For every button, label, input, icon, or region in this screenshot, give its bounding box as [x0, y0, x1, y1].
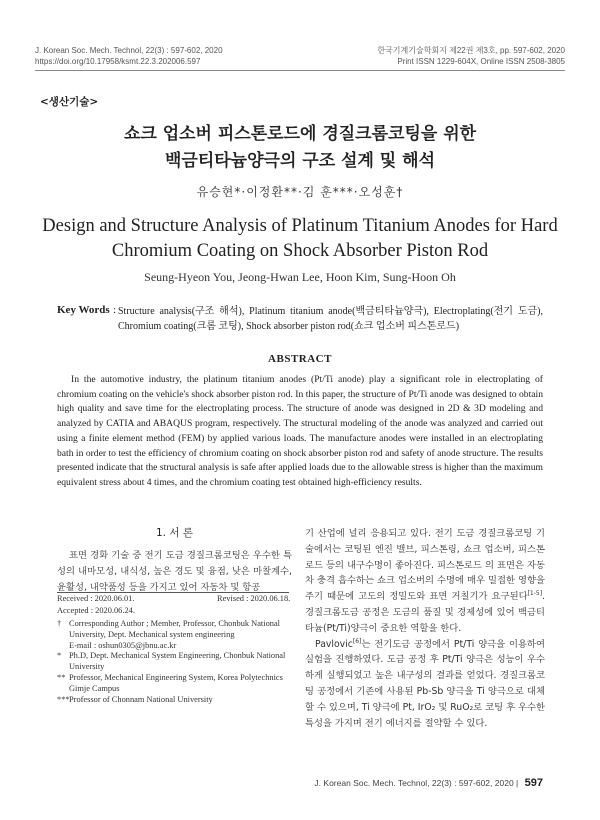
keywords-label: Key Words	[57, 304, 110, 316]
received-date-line	[57, 594, 292, 605]
footnote-item	[57, 695, 292, 706]
abstract-heading: ABSTRACT	[268, 353, 332, 365]
page-footer	[314, 777, 543, 789]
keywords-list: Structure analysis(구조 해석), Platinum titanium anode(백금티타늄양극), Electroplating(전기 도금), Chromium coating(크롬 코팅), Shock absorber piston rod(쇼크 업소버 피스톤로드)	[118, 306, 543, 332]
english-title-line-1: Design and Structure Analysis of Platinum Titanium Anodes for Hard	[42, 216, 558, 236]
running-header-right	[377, 45, 565, 67]
footnote-mark: ***	[57, 694, 70, 704]
section-category: <생산기술>	[40, 96, 99, 108]
korean-authors: 유승현*·이정환**·김 훈***·오성훈†	[196, 185, 404, 199]
footnote-text: Professor of Chonnam National University	[69, 694, 213, 704]
footer-citation: J. Korean Soc. Mech. Technol, 22(3) : 597-602, 2020	[314, 778, 514, 788]
footnote-item	[57, 651, 292, 673]
footer-separator: |	[516, 778, 519, 788]
citation-ref[interactable]: [6]	[352, 637, 362, 645]
running-header-left	[35, 45, 223, 67]
paragraph-text: . 경질크롬도금 공정은 도금의 품질 및 경제성에 있어 백금티타늄(Pt/Ti)양극이 중요한 역할을 한다.	[305, 591, 545, 634]
paragraph-text: Pavlovic	[315, 638, 353, 650]
body-paragraph	[305, 526, 545, 637]
footnote-mark: †	[57, 619, 62, 628]
journal-citation-korean: 한국기계기술학회지 제22권 제3호, pp. 597-602, 2020	[377, 46, 565, 55]
page-number: 597	[524, 777, 543, 789]
paragraph-text: 기 산업에 널리 응용되고 있다. 전기 도금 경질크롬코팅 기술에서는 코팅된 엔진 밸브, 피스톤링, 쇼크 업소버, 피스톤로드 등의 내구수명이 좋아진다. 피스톤로드 의 표면은 자동차 충격 흡수하는 쇼크 업소버의 수명에 매우 밀접한 영향을 주기 때문에 고도의 정밀도와 표면 거칠기가 요구된다	[305, 528, 545, 603]
footnote-text: Ph.D, Dept. Mechanical System Engineering, Chonbuk National University	[69, 651, 286, 672]
body-right-column	[305, 526, 545, 731]
header-divider	[35, 70, 565, 71]
paragraph-text: 는 전기도금 공정에서 Pt/Ti 양극을 이용하여 실험을 진행하였다. 도금 공정 후 Pt/Ti 양극은 성능이 우수하게 실행되었고 높은 내구성의 결과를 얻었다. 경질크롬코팅 공정에서 기존에 사용된 Pb-Sb 양극을 Ti 양극으로 대체할 수 있으며, Ti 양극에 Pt, IrO₂ 및 RuO₂로 코팅 후 우수한 특성을 가지며 전기 에너지를 절약할 수 있다.	[305, 638, 545, 729]
section-introduction-heading: 1. 서 론	[156, 527, 193, 539]
english-authors: Seung-Hyeon You, Jeong-Hwan Lee, Hoon Kim, Sung-Hoon Oh	[144, 270, 456, 284]
abstract-body: In the automotive industry, the platinum titanium anodes (Pt/Ti anode) play a significant role in electroplating of chromium coating on the vehicle's shock absorber piston rod. In this paper, the structure of Pt/Ti anode was designed to obtain high quality and save time for the electroplating process. The structure of anode was designed in 2D & 3D modeling and analyzed by CATIA and ABAQUS program, respectively. The structural modeling of the anode was analyzed and carried out using a finite element method (FEM) by applied various loads. The manufacture anodes were installed in an electroplating bath in order to test the efficiency of chromium coating on shock absorber piston rod and safety of anode structure. The results presented indicate that the structural analysis is safe after applied loads due to the allowable stress is higher than the maximum equivalent stress about 4 times, and the chromium coating test obtained high-efficiency results.	[57, 374, 543, 488]
english-title-line-2: Chromium Coating on Shock Absorber Piston Rod	[111, 241, 489, 261]
issn-info: Print ISSN 1229-604X, Online ISSN 2508-3805	[397, 57, 565, 66]
footnote-item	[57, 619, 292, 651]
accepted-date: Accepted : 2020.06.24.	[57, 606, 135, 615]
body-paragraph	[305, 637, 545, 732]
korean-title-line-2: 백금티타늄양극의 구조 설계 및 해석	[164, 151, 435, 171]
korean-title-line-1: 쇼크 업소버 피스톤로드에 경질크롬코팅을 위한	[123, 124, 477, 144]
corresponding-email[interactable]: E-mail : oshun0305@jbnu.ac.kr	[69, 640, 177, 650]
footnote-mark: *	[57, 651, 62, 661]
footnote-text: Corresponding Author ; Member, Professor, Chonbuk National University, Dept. Mechanical system engineering	[69, 619, 281, 639]
footnote-divider	[57, 592, 289, 593]
footnote-text: Professor, Mechanical Engineering System, Korea Polytechnics Gimje Campus	[69, 672, 283, 693]
body-left-column: 표면 경화 기술 중 전기 도금 경질크롬코팅은 우수한 특성의 내마모성, 내식성, 높은 경도 및 융점, 낮은 마찰계수, 윤활성, 내약품성 등을 가지고 있어 자동차 및 항공	[57, 550, 292, 593]
keywords-colon: :	[113, 304, 117, 316]
author-affiliations	[57, 619, 292, 705]
citation-ref[interactable]: [1-5]	[527, 590, 543, 598]
journal-citation: J. Korean Soc. Mech. Technol, 22(3) : 597-602, 2020	[35, 46, 223, 55]
footnote-mark: **	[57, 672, 66, 682]
footnote-item	[57, 673, 292, 695]
doi-link[interactable]: https://doi.org/10.17958/ksmt.22.3.202006.597	[35, 57, 201, 66]
revised-date: Revised : 2020.06.18.	[217, 594, 291, 603]
received-date: Received : 2020.06.01.	[57, 594, 135, 603]
